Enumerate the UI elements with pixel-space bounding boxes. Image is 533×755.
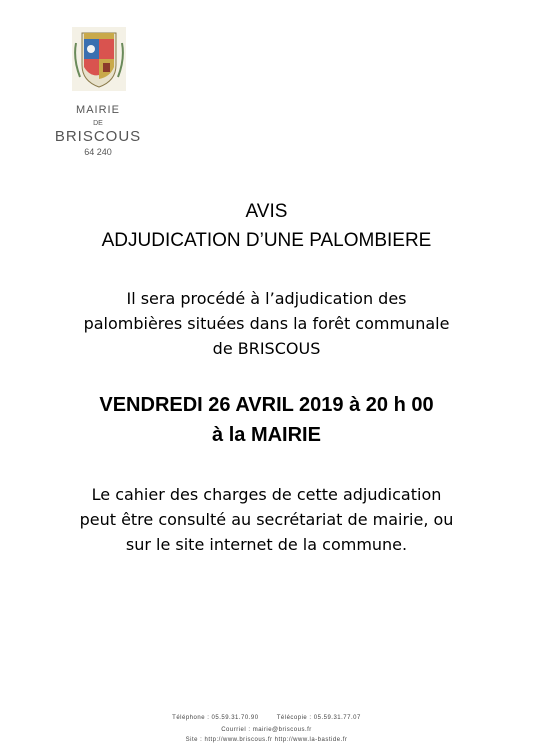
notice-body-intro [0, 286, 533, 361]
town-name: BRISCOUS [54, 128, 142, 145]
de-label: DE [93, 120, 103, 127]
body-line: palombières situées dans la forêt communale [83, 314, 450, 333]
body-line: Le cahier des charges de cette adjudication [91, 485, 442, 504]
event-date: VENDREDI 26 AVRIL 2019 à 20 h 00 [99, 394, 434, 416]
notice-body-details [0, 482, 533, 557]
event-location: à la MAIRIE [212, 424, 321, 446]
body-line: Il sera procédé à l’adjudication des [126, 289, 407, 308]
footer-email: Courriel : mairie@briscous.fr [221, 727, 312, 733]
postal-code: 64 240 [84, 147, 112, 157]
body-line: de BRISCOUS [212, 339, 321, 358]
footer-website: Site : http://www.briscous.fr http://www.la-bastide.fr [185, 737, 348, 743]
footer-telecopie: Télécopie : 05.59.31.77.07 [276, 715, 361, 721]
mairie-header [48, 104, 148, 157]
footer-phones [0, 715, 533, 721]
coat-of-arms-icon [72, 27, 126, 91]
body-line: peut être consulté au secrétariat de mairie, ou [79, 510, 454, 529]
body-line: sur le site internet de la commune. [125, 535, 408, 554]
mairie-label: MAIRIE [76, 104, 120, 116]
footer-telephone: Téléphone : 05.59.31.70.90 [172, 715, 259, 721]
notice-title: AVIS [245, 201, 288, 222]
notice-subtitle: ADJUDICATION D’UNE PALOMBIERE [101, 230, 432, 251]
